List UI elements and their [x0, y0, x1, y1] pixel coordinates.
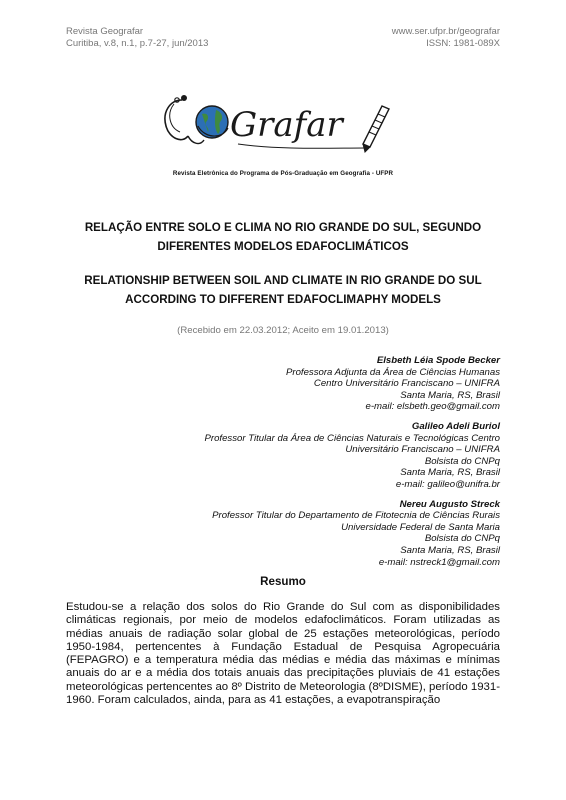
- author-affiliation: Professor Titular do Departamento de Fitotecnia de Ciências Rurais: [212, 510, 500, 522]
- author-affiliation: Universitário Franciscano – UNIFRA: [345, 444, 500, 456]
- logo-graphic: [160, 92, 400, 158]
- journal-header-right: [392, 26, 500, 50]
- abstract-heading: Resumo: [260, 575, 306, 588]
- journal-logo: [160, 92, 400, 158]
- journal-issue: Curitiba, v.8, n.1, p.7-27, jun/2013: [66, 38, 209, 49]
- author-affiliation: Professora Adjunta da Área de Ciências Humanas: [285, 366, 500, 378]
- author-name: Galileo Adeli Buriol: [411, 420, 500, 432]
- author-affiliation: Professor Titular da Área de Ciências Naturais e Tecnológicas Centro: [204, 432, 500, 444]
- journal-name: Revista Geografar: [66, 26, 144, 37]
- received-dates: (Recebido em 22.03.2012; Aceito em 19.01.2013): [177, 325, 389, 336]
- author-block: [100, 421, 500, 491]
- abstract-text: Estudou-se a relação dos solos do Rio Grande do Sul com as disponibilidades climáticas regionais, por meio de modelos edafoclimáticos. Foram utilizadas as médias anuais de radiação solar global de 25 estações meteorológicas, período 1950-1984, pertencentes à Fundação Estadual de Pesquisa Agropecuária (FEPAGRO) e a temperatura média das médias e média das máximas e mínimas anuais do ar e a média dos totais anuais das precipitações pluviais de 41 estações meteorológicas pertencentes ao 8º Distrito de Meteorologia (8ºDISME), período 1931-1960. Foram calculados, ainda, para as 41 estações, a evapotranspiração: [66, 601, 500, 707]
- article-title-pt: [60, 218, 506, 256]
- author-location: Santa Maria, RS, Brasil: [400, 389, 500, 401]
- author-email[interactable]: e-mail: elsbeth.geo@gmail.com: [365, 401, 500, 413]
- author-email[interactable]: e-mail: galileo@unifra.br: [395, 478, 500, 490]
- journal-issn: ISSN: 1981-089X: [426, 38, 500, 49]
- logo-wordmark: Grafar: [230, 105, 343, 145]
- journal-url[interactable]: www.ser.ufpr.br/geografar: [391, 26, 500, 37]
- author-list: [100, 355, 500, 576]
- journal-header: [66, 26, 208, 50]
- title-en-line1: RELATIONSHIP BETWEEN SOIL AND CLIMATE IN RIO GRANDE DO SUL: [84, 274, 482, 287]
- title-pt-line2: DIFERENTES MODELOS EDAFOCLIMÁTICOS: [157, 240, 409, 253]
- logo-subtitle: Revista Eletrônica do Programa de Pós-Graduação em Geografia - UFPR: [172, 170, 394, 177]
- author-block: [100, 355, 500, 413]
- author-affiliation: Centro Universitário Franciscano – UNIFRA: [313, 378, 500, 390]
- author-name: Nereu Augusto Streck: [399, 498, 500, 510]
- author-location: Santa Maria, RS, Brasil: [400, 544, 500, 556]
- author-email[interactable]: e-mail: nstreck1@gmail.com: [378, 556, 500, 568]
- author-block: [100, 499, 500, 569]
- article-title-en: [60, 271, 506, 309]
- title-pt-line1: RELAÇÃO ENTRE SOLO E CLIMA NO RIO GRANDE DO SUL, SEGUNDO: [84, 221, 482, 234]
- author-funding: Bolsista do CNPq: [424, 455, 500, 467]
- title-en-line2: ACCORDING TO DIFFERENT EDAFOCLIMAPHY MODELS: [125, 293, 441, 306]
- author-name: Elsbeth Léia Spode Becker: [376, 355, 500, 366]
- author-location: Santa Maria, RS, Brasil: [400, 467, 500, 479]
- author-affiliation: Universidade Federal de Santa Maria: [341, 521, 500, 533]
- author-funding: Bolsista do CNPq: [424, 533, 500, 545]
